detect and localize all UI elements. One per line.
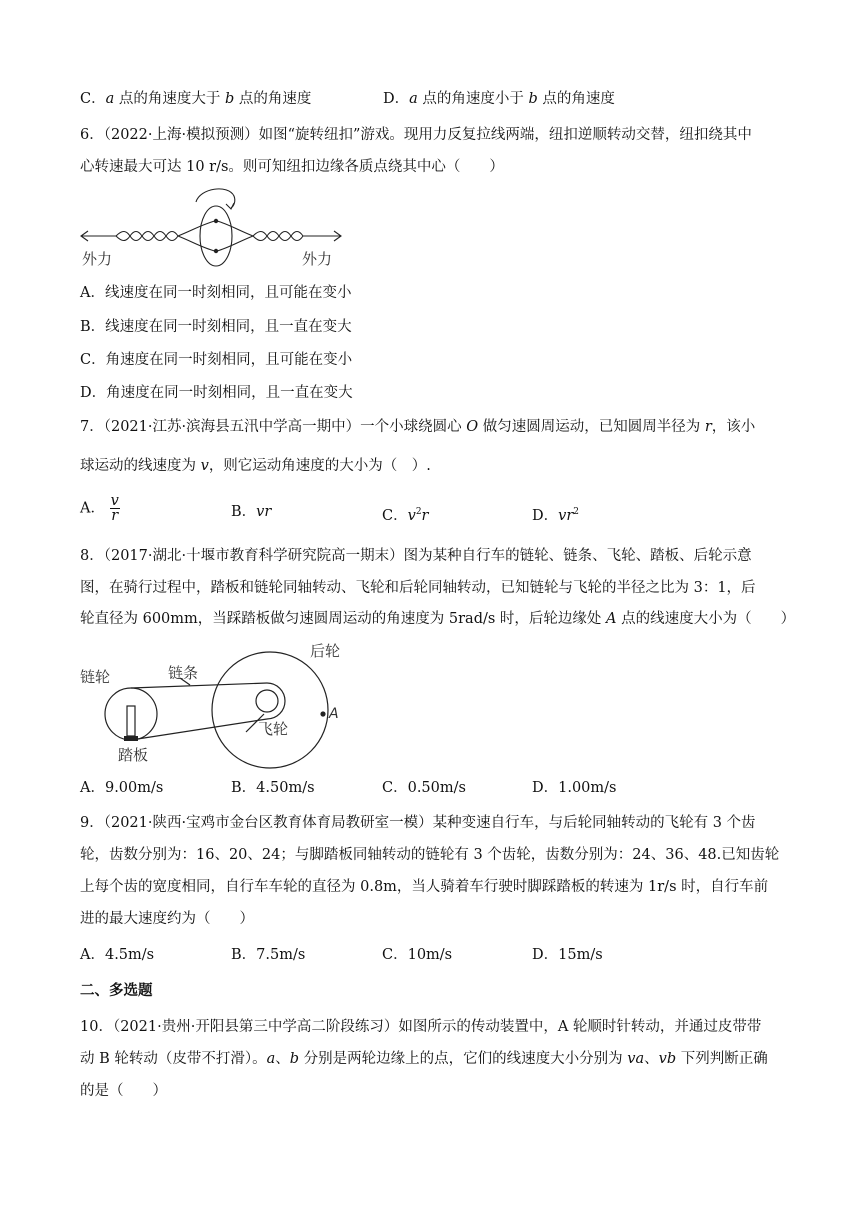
q8-stem-line2: 图，在骑行过程中，踏板和链轮同轴转动、飞轮和后轮同轴转动，已知链轮与飞轮的半径之比为 3：1，后	[80, 580, 756, 596]
button-twist-figure	[78, 186, 348, 270]
q8-option-a: A．9.00m/s	[80, 780, 164, 796]
option-label: B．	[231, 504, 257, 520]
q7-option-b	[231, 502, 271, 522]
q9-stem-line2: 轮，齿数分别为：16、20、24；与脚踏板同轴转动的链轮有 3 个齿轮，齿数分别为：24、36、48.已知齿轮	[80, 847, 780, 863]
label-rear-wheel: 后轮	[310, 642, 341, 660]
q6-option-d: D．角速度在同一时刻相同，且一直在变大	[80, 385, 353, 401]
label-chain: 链条	[168, 664, 199, 682]
text: 点的线速度大小为（ ）	[616, 611, 796, 627]
q7-stem-line2	[80, 456, 431, 476]
text: 球运动的线速度为	[80, 458, 201, 474]
q9-stem-line4: 进的最大速度约为（ ）	[80, 911, 254, 927]
label-flywheel: 飞轮	[258, 720, 289, 738]
option-text: 点的角速度	[234, 91, 312, 107]
q9-option-d: D．15m/s	[532, 947, 603, 963]
q8-option-c: C．0.50m/s	[382, 780, 466, 796]
var-b: b	[528, 91, 538, 107]
q7-option-d	[532, 502, 579, 526]
q6-stem-line1: 6．（2022·上海·模拟预测）如图“旋转纽扣”游戏。现用力反复拉线两端，纽扣逆顺转动交替，纽扣绕其中	[80, 127, 752, 143]
text: ，该小	[711, 419, 756, 435]
var-b: b	[289, 1051, 300, 1067]
fraction-v-over-r	[110, 494, 120, 523]
text: 、	[275, 1051, 290, 1067]
var-A: A	[606, 611, 617, 627]
bicycle-drive-figure	[78, 636, 358, 770]
q10-stem-line2	[80, 1049, 768, 1069]
q9-option-c: C．10m/s	[382, 947, 453, 963]
text: 做匀速圆周运动，已知圆周半径为	[478, 419, 705, 435]
option-expr: vr	[256, 504, 272, 520]
var-a: a	[409, 91, 418, 107]
q10-stem-line3: 的是（ ）	[80, 1083, 167, 1099]
option-expr: vr	[558, 507, 574, 524]
label-chainwheel: 链轮	[80, 668, 111, 686]
text: 分别是两轮边缘上的点，它们的线速度大小分别为	[299, 1051, 628, 1067]
q7-option-a	[80, 494, 120, 523]
label-pedal: 踏板	[118, 746, 149, 764]
q5-option-c	[80, 89, 311, 109]
numerator: v	[110, 493, 119, 509]
option-label: D．	[532, 507, 559, 524]
q6-option-b: B．线速度在同一时刻相同，且一直在变大	[80, 319, 352, 335]
exponent: 2	[573, 507, 579, 517]
q9-stem-line1: 9．（2021·陕西·宝鸡市金台区教育体育局教研室一模）某种变速自行车，与后轮同轴转动的飞轮有 3 个齿	[80, 815, 756, 831]
q9-option-a: A．4.5m/s	[80, 947, 155, 963]
q6-option-a: A．线速度在同一时刻相同，且可能在变小	[80, 285, 352, 301]
var-r: r	[704, 419, 712, 435]
var-va: va	[627, 1051, 645, 1067]
text: 动 B 轮转动（皮带不打滑）。	[80, 1051, 267, 1067]
var-a: a	[105, 91, 115, 107]
option-label: D．	[383, 91, 410, 107]
point-a-dot	[320, 711, 325, 716]
option-expr: v	[407, 507, 416, 524]
section-heading: 二、多选题	[80, 982, 153, 999]
q8-option-b: B．4.50m/s	[231, 780, 315, 796]
var-a: a	[266, 1051, 276, 1067]
q8-stem-line3	[80, 609, 795, 629]
force-label-left: 外力	[82, 250, 113, 268]
text: 下列判断正确	[676, 1051, 768, 1067]
option-label: A．	[80, 500, 105, 517]
option-label: C．	[80, 91, 106, 107]
q10-stem-line1: 10．（2021·贵州·开阳县第三中学高二阶段练习）如图所示的传动装置中，A 轮顺时针转动，并通过皮带带	[80, 1019, 762, 1035]
q8-option-d: D．1.00m/s	[532, 780, 617, 796]
text: 、	[644, 1051, 659, 1067]
var-vb: vb	[658, 1051, 677, 1067]
q9-option-b: B．7.5m/s	[231, 947, 306, 963]
option-expr: r	[421, 507, 429, 524]
q7-stem-line1	[80, 417, 755, 437]
q9-stem-line3: 上每个齿的宽度相同，自行车车轮的直径为 0.8m，当人骑着车行驶时脚踩踏板的转速为 1r/s 时，自行车前	[80, 879, 769, 895]
exponent: 2	[415, 507, 422, 517]
var-b: b	[224, 91, 235, 107]
label-point-a: A	[329, 706, 339, 722]
q5-option-d	[383, 89, 615, 109]
q8-stem-line1: 8．（2017·湖北·十堰市教育科学研究院高一期末）图为某种自行车的链轮、链条、飞轮、踏板、后轮示意	[80, 548, 752, 564]
q6-stem-line2: 心转速最大可达 10 r/s。则可知纽扣边缘各质点绕其中心（ ）	[80, 159, 504, 175]
denominator: r	[111, 508, 119, 524]
option-text: 点的角速度小于	[417, 91, 529, 107]
q6-option-c: C．角速度在同一时刻相同，且可能在变小	[80, 352, 353, 368]
pedal-block	[124, 736, 138, 741]
option-label: C．	[382, 507, 408, 524]
option-text: 点的角速度	[537, 91, 615, 107]
text: 7．（2021·江苏·滨海县五汛中学高一期中）一个小球绕圆心	[80, 419, 467, 435]
var-v: v	[200, 458, 209, 474]
var-O: O	[466, 419, 479, 435]
q7-option-c	[382, 502, 428, 526]
text: 轮直径为 600mm，当踩踏板做匀速圆周运动的角速度为 5rad/s 时，后轮边缘处	[80, 611, 607, 627]
force-label-right: 外力	[302, 250, 333, 268]
text: ，则它运动角速度的大小为（ ）.	[208, 458, 431, 474]
option-text: 点的角速度大于	[114, 91, 225, 107]
